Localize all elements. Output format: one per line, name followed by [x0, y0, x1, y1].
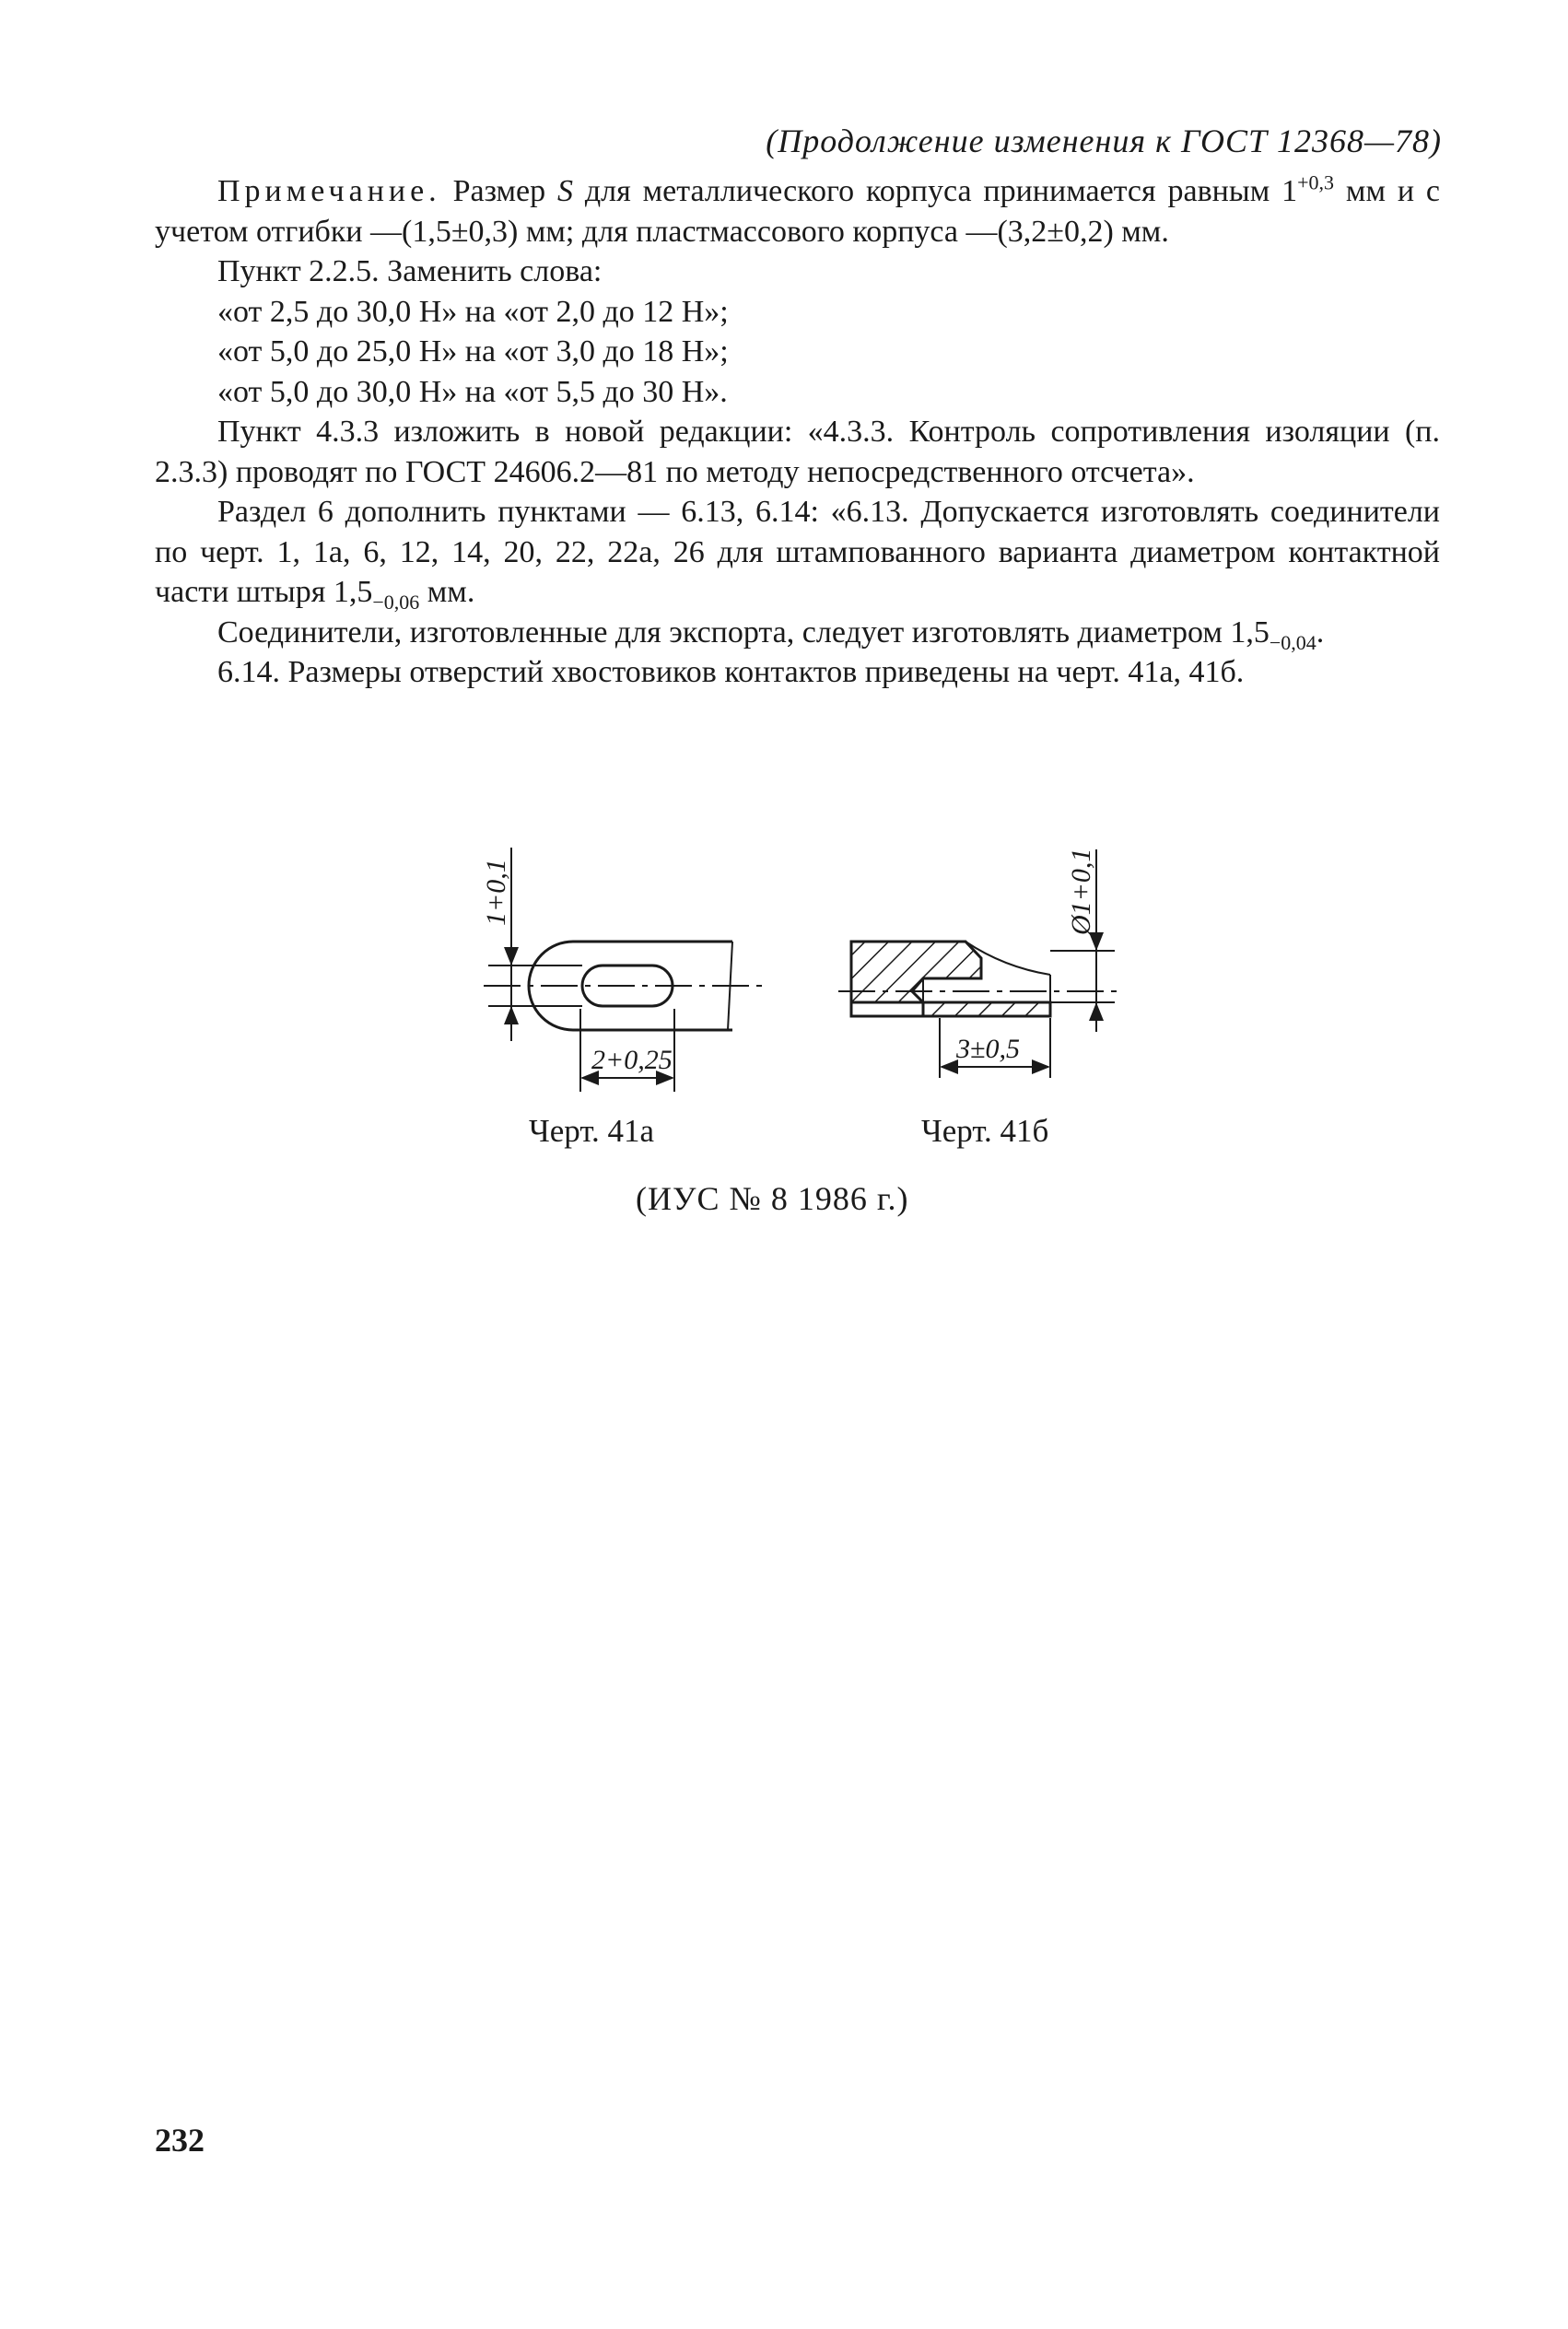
note-paragraph: Примечание. Размер S для металлического корпуса принимается равным $1^{+0,3}$ мм и с учетом отгибки —(1,5±0,3) мм; для пластмассового корпуса —(3,2±0,2) мм. [155, 170, 1440, 249]
replacement-line: «от 5,0 до 25,0 Н» на «от 3,0 до 18 Н»; [217, 334, 729, 369]
dim-41a-horizontal: 2+0,25 [591, 1045, 673, 1075]
tolerance-sub: −0,04 [1269, 630, 1316, 654]
section-6-paragraph: Раздел 6 дополнить пунктами — 6.13, 6.14: «6.13. Допускается изготовлять соединители по черт. 1, 1а, 6, 12, 14, 20, 22, 22а, 26 для штампованного варианта диаметром контактной части штыря $1,5_{-0,06}$ мм. [155, 495, 1440, 614]
caption-41b: Черт. 41б [921, 1113, 1049, 1149]
note-label: Примечание. [217, 174, 441, 208]
dim-41a-vertical: 1+0,1 [481, 859, 511, 926]
replacement-line: «от 5,0 до 30,0 Н» на «от 5,5 до 30 Н». [217, 374, 728, 409]
item-4-3-3: Пункт 4.3.3 изложить в новой редакции: «4.3.3. Контроль сопротивления изоляции (п. 2.3.3) проводят по ГОСТ 24606.2—81 по методу непосредственного отсчета». [155, 415, 1440, 489]
item-6-14: 6.14. Размеры отверстий хвостовиков контактов приведены на черт. 41а, 41б. [217, 655, 1245, 689]
tolerance-sup: +0,3 [1297, 170, 1335, 194]
dim-41b-vertical: Ø1+0,1 [1066, 848, 1096, 935]
ius-reference: (ИУС № 8 1986 г.) [636, 1180, 909, 1217]
tolerance-sub: −0,06 [372, 590, 420, 614]
export-paragraph: Соединители, изготовленные для экспорта, следует изготовлять диаметром $1,5_{-0,04}$. [217, 614, 1325, 654]
s-symbol: S [557, 174, 573, 208]
caption-41a: Черт. 41а [529, 1113, 655, 1149]
item-2-2-5-title: Пункт 2.2.5. Заменить слова: [217, 254, 603, 288]
dim-41b-horizontal: 3±0,5 [956, 1034, 1020, 1064]
continuation-header: (Продолжение изменения к ГОСТ 12368—78) [766, 123, 1442, 159]
page-number: 232 [155, 2122, 205, 2159]
replacement-line: «от 2,5 до 30,0 Н» на «от 2,0 до 12 Н»; [217, 294, 729, 329]
